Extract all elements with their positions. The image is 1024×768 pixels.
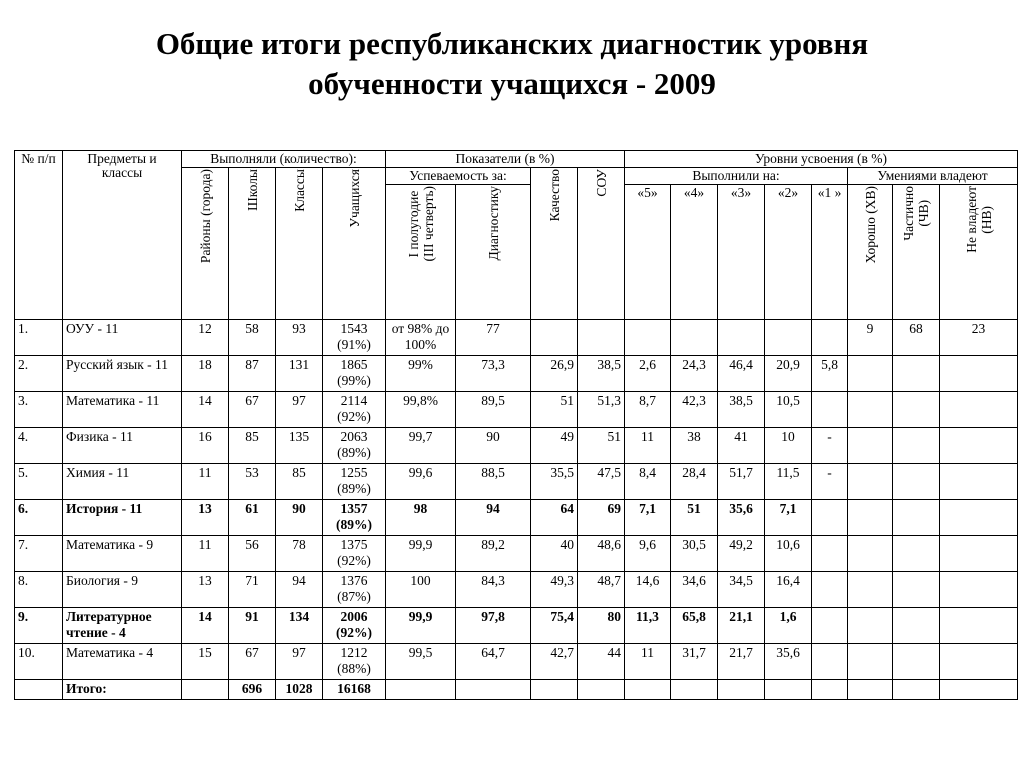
cell-g2: 10,6 bbox=[765, 536, 812, 572]
table-row bbox=[15, 320, 1018, 356]
cell-subject: Химия - 11 bbox=[63, 464, 182, 500]
header-half-year: I полугодие (III четверть) bbox=[386, 185, 456, 320]
cell-students: 1865 (99%) bbox=[323, 356, 386, 392]
cell-classes: 97 bbox=[276, 392, 323, 428]
cell-quality: 64 bbox=[531, 500, 578, 536]
header-good: Хорошо (ХВ) bbox=[848, 185, 893, 320]
cell-sou: 48,7 bbox=[578, 572, 625, 608]
cell-districts: 16 bbox=[182, 428, 229, 464]
header-districts: Районы (города) bbox=[182, 168, 229, 320]
cell-hv bbox=[848, 500, 893, 536]
cell-districts: 14 bbox=[182, 392, 229, 428]
cell-chv bbox=[893, 572, 940, 608]
cell-schools: 67 bbox=[229, 392, 276, 428]
cell-g4: 30,5 bbox=[671, 536, 718, 572]
cell-classes: 135 bbox=[276, 428, 323, 464]
header-skills: Умениями владеют bbox=[848, 168, 1018, 185]
total-empty bbox=[456, 680, 531, 700]
cell-quality: 49,3 bbox=[531, 572, 578, 608]
total-students: 16168 bbox=[323, 680, 386, 700]
header-completed-on: Выполнили на: bbox=[625, 168, 848, 185]
results-table bbox=[14, 150, 1018, 700]
cell-g4: 24,3 bbox=[671, 356, 718, 392]
cell-g3: 35,6 bbox=[718, 500, 765, 536]
cell-nv bbox=[940, 464, 1018, 500]
cell-g3: 21,1 bbox=[718, 608, 765, 644]
table-row bbox=[15, 392, 1018, 428]
cell-g4: 42,3 bbox=[671, 392, 718, 428]
cell-nv bbox=[940, 644, 1018, 680]
cell-sou: 38,5 bbox=[578, 356, 625, 392]
cell-no: 4. bbox=[15, 428, 63, 464]
cell-chv bbox=[893, 536, 940, 572]
cell-quality: 26,9 bbox=[531, 356, 578, 392]
cell-diag: 89,2 bbox=[456, 536, 531, 572]
total-empty bbox=[15, 680, 63, 700]
cell-schools: 87 bbox=[229, 356, 276, 392]
total-schools: 696 bbox=[229, 680, 276, 700]
header-students: Учащихся bbox=[323, 168, 386, 320]
cell-sou bbox=[578, 320, 625, 356]
cell-students: 1375 (92%) bbox=[323, 536, 386, 572]
cell-nv bbox=[940, 392, 1018, 428]
cell-hv bbox=[848, 464, 893, 500]
cell-no: 10. bbox=[15, 644, 63, 680]
cell-classes: 90 bbox=[276, 500, 323, 536]
cell-subject: Литературное чтение - 4 bbox=[63, 608, 182, 644]
cell-schools: 91 bbox=[229, 608, 276, 644]
cell-districts: 13 bbox=[182, 572, 229, 608]
cell-classes: 131 bbox=[276, 356, 323, 392]
cell-quality: 75,4 bbox=[531, 608, 578, 644]
cell-nv bbox=[940, 356, 1018, 392]
cell-districts: 18 bbox=[182, 356, 229, 392]
cell-sou: 47,5 bbox=[578, 464, 625, 500]
cell-hv bbox=[848, 644, 893, 680]
cell-classes: 85 bbox=[276, 464, 323, 500]
cell-districts: 14 bbox=[182, 608, 229, 644]
cell-sou: 51,3 bbox=[578, 392, 625, 428]
title-line-1: Общие итоги республиканских диагностик уровня bbox=[155, 26, 869, 61]
table-row bbox=[15, 572, 1018, 608]
cell-subject: Биология - 9 bbox=[63, 572, 182, 608]
header-quality: Качество bbox=[531, 168, 578, 320]
table-row bbox=[15, 536, 1018, 572]
cell-classes: 94 bbox=[276, 572, 323, 608]
cell-students: 1212 (88%) bbox=[323, 644, 386, 680]
cell-g3: 51,7 bbox=[718, 464, 765, 500]
title-line-2: обученности учащихся - 2009 bbox=[308, 66, 716, 101]
total-empty bbox=[578, 680, 625, 700]
cell-g1 bbox=[812, 500, 848, 536]
cell-g2: 7,1 bbox=[765, 500, 812, 536]
cell-g3: 34,5 bbox=[718, 572, 765, 608]
cell-no: 5. bbox=[15, 464, 63, 500]
cell-districts: 11 bbox=[182, 536, 229, 572]
cell-half: от 98% до 100% bbox=[386, 320, 456, 356]
cell-subject: Русский язык - 11 bbox=[63, 356, 182, 392]
cell-sou: 69 bbox=[578, 500, 625, 536]
cell-nv bbox=[940, 428, 1018, 464]
header-performed: Выполняли (количество): bbox=[182, 151, 386, 168]
cell-quality: 42,7 bbox=[531, 644, 578, 680]
cell-g4: 38 bbox=[671, 428, 718, 464]
cell-g2: 20,9 bbox=[765, 356, 812, 392]
cell-schools: 71 bbox=[229, 572, 276, 608]
cell-g2: 10 bbox=[765, 428, 812, 464]
header-levels: Уровни усвоения (в %) bbox=[625, 151, 1018, 168]
total-empty bbox=[531, 680, 578, 700]
cell-chv bbox=[893, 392, 940, 428]
cell-districts: 13 bbox=[182, 500, 229, 536]
cell-hv: 9 bbox=[848, 320, 893, 356]
cell-half: 99,7 bbox=[386, 428, 456, 464]
cell-no: 1. bbox=[15, 320, 63, 356]
cell-g5: 2,6 bbox=[625, 356, 671, 392]
total-empty bbox=[718, 680, 765, 700]
total-empty bbox=[625, 680, 671, 700]
cell-students: 2063 (89%) bbox=[323, 428, 386, 464]
header-diagnostics: Диагностику bbox=[456, 185, 531, 320]
cell-g1 bbox=[812, 608, 848, 644]
cell-diag: 90 bbox=[456, 428, 531, 464]
cell-g1 bbox=[812, 572, 848, 608]
cell-classes: 78 bbox=[276, 536, 323, 572]
header-grade-2: «2» bbox=[765, 185, 812, 320]
cell-nv bbox=[940, 572, 1018, 608]
cell-schools: 61 bbox=[229, 500, 276, 536]
cell-hv bbox=[848, 536, 893, 572]
header-none: Не владеют (НВ) bbox=[940, 185, 1018, 320]
cell-g2 bbox=[765, 320, 812, 356]
cell-g2: 35,6 bbox=[765, 644, 812, 680]
cell-g4: 31,7 bbox=[671, 644, 718, 680]
total-empty bbox=[940, 680, 1018, 700]
cell-g4: 51 bbox=[671, 500, 718, 536]
cell-sou: 80 bbox=[578, 608, 625, 644]
cell-nv: 23 bbox=[940, 320, 1018, 356]
cell-g5: 11 bbox=[625, 644, 671, 680]
cell-no: 3. bbox=[15, 392, 63, 428]
cell-quality: 35,5 bbox=[531, 464, 578, 500]
cell-chv bbox=[893, 500, 940, 536]
cell-g5: 7,1 bbox=[625, 500, 671, 536]
cell-districts: 12 bbox=[182, 320, 229, 356]
cell-g3: 49,2 bbox=[718, 536, 765, 572]
cell-g5: 9,6 bbox=[625, 536, 671, 572]
cell-g2: 16,4 bbox=[765, 572, 812, 608]
cell-students: 1376 (87%) bbox=[323, 572, 386, 608]
cell-subject: ОУУ - 11 bbox=[63, 320, 182, 356]
cell-g3: 41 bbox=[718, 428, 765, 464]
cell-g3: 38,5 bbox=[718, 392, 765, 428]
table-row bbox=[15, 428, 1018, 464]
header-classes: Классы bbox=[276, 168, 323, 320]
header-indicators: Показатели (в %) bbox=[386, 151, 625, 168]
cell-g1 bbox=[812, 392, 848, 428]
cell-classes: 93 bbox=[276, 320, 323, 356]
table-row bbox=[15, 356, 1018, 392]
cell-quality: 49 bbox=[531, 428, 578, 464]
cell-schools: 58 bbox=[229, 320, 276, 356]
table-row bbox=[15, 500, 1018, 536]
cell-nv bbox=[940, 500, 1018, 536]
header-number: № п/п bbox=[15, 151, 63, 320]
cell-students: 2114 (92%) bbox=[323, 392, 386, 428]
cell-no: 2. bbox=[15, 356, 63, 392]
total-empty bbox=[812, 680, 848, 700]
cell-diag: 73,3 bbox=[456, 356, 531, 392]
header-schools: Школы bbox=[229, 168, 276, 320]
cell-students: 1357 (89%) bbox=[323, 500, 386, 536]
cell-subject: Математика - 11 bbox=[63, 392, 182, 428]
total-label: Итого: bbox=[63, 680, 182, 700]
cell-nv bbox=[940, 536, 1018, 572]
cell-diag: 84,3 bbox=[456, 572, 531, 608]
cell-quality bbox=[531, 320, 578, 356]
cell-half: 99,6 bbox=[386, 464, 456, 500]
total-empty bbox=[386, 680, 456, 700]
cell-diag: 89,5 bbox=[456, 392, 531, 428]
cell-hv bbox=[848, 392, 893, 428]
cell-chv bbox=[893, 428, 940, 464]
cell-schools: 85 bbox=[229, 428, 276, 464]
cell-g5: 14,6 bbox=[625, 572, 671, 608]
header-grade-3: «3» bbox=[718, 185, 765, 320]
cell-g1: 5,8 bbox=[812, 356, 848, 392]
cell-chv bbox=[893, 644, 940, 680]
cell-quality: 40 bbox=[531, 536, 578, 572]
cell-g2: 1,6 bbox=[765, 608, 812, 644]
total-empty bbox=[893, 680, 940, 700]
cell-g2: 11,5 bbox=[765, 464, 812, 500]
cell-students: 2006 (92%) bbox=[323, 608, 386, 644]
cell-g1 bbox=[812, 536, 848, 572]
cell-chv bbox=[893, 356, 940, 392]
cell-g5: 8,7 bbox=[625, 392, 671, 428]
cell-no: 6. bbox=[15, 500, 63, 536]
cell-chv: 68 bbox=[893, 320, 940, 356]
cell-subject: История - 11 bbox=[63, 500, 182, 536]
table-row bbox=[15, 608, 1018, 644]
total-empty bbox=[848, 680, 893, 700]
cell-sou: 44 bbox=[578, 644, 625, 680]
cell-classes: 97 bbox=[276, 644, 323, 680]
total-classes: 1028 bbox=[276, 680, 323, 700]
cell-g1: - bbox=[812, 428, 848, 464]
cell-half: 99,8% bbox=[386, 392, 456, 428]
cell-no: 8. bbox=[15, 572, 63, 608]
cell-half: 98 bbox=[386, 500, 456, 536]
cell-diag: 94 bbox=[456, 500, 531, 536]
cell-chv bbox=[893, 608, 940, 644]
total-empty bbox=[671, 680, 718, 700]
cell-districts: 11 bbox=[182, 464, 229, 500]
cell-g1 bbox=[812, 320, 848, 356]
cell-g3 bbox=[718, 320, 765, 356]
cell-no: 7. bbox=[15, 536, 63, 572]
cell-g1: - bbox=[812, 464, 848, 500]
cell-subject: Физика - 11 bbox=[63, 428, 182, 464]
cell-half: 99,9 bbox=[386, 608, 456, 644]
cell-diag: 64,7 bbox=[456, 644, 531, 680]
cell-g3: 21,7 bbox=[718, 644, 765, 680]
cell-g5: 11,3 bbox=[625, 608, 671, 644]
table-row bbox=[15, 644, 1018, 680]
cell-subject: Математика - 9 bbox=[63, 536, 182, 572]
cell-sou: 48,6 bbox=[578, 536, 625, 572]
cell-subject: Математика - 4 bbox=[63, 644, 182, 680]
cell-sou: 51 bbox=[578, 428, 625, 464]
cell-g4: 34,6 bbox=[671, 572, 718, 608]
cell-diag: 88,5 bbox=[456, 464, 531, 500]
header-progress-for: Успеваемость за: bbox=[386, 168, 531, 185]
cell-g5: 11 bbox=[625, 428, 671, 464]
cell-districts: 15 bbox=[182, 644, 229, 680]
header-grade-5: «5» bbox=[625, 185, 671, 320]
header-grade-1: «1 » bbox=[812, 185, 848, 320]
header-partial: Частично (ЧВ) bbox=[893, 185, 940, 320]
cell-g4: 28,4 bbox=[671, 464, 718, 500]
total-empty bbox=[182, 680, 229, 700]
cell-g5: 8,4 bbox=[625, 464, 671, 500]
cell-g2: 10,5 bbox=[765, 392, 812, 428]
header-grade-4: «4» bbox=[671, 185, 718, 320]
cell-students: 1543 (91%) bbox=[323, 320, 386, 356]
cell-half: 99% bbox=[386, 356, 456, 392]
cell-classes: 134 bbox=[276, 608, 323, 644]
cell-diag: 97,8 bbox=[456, 608, 531, 644]
header-subjects: Предметы и классы bbox=[63, 151, 182, 320]
cell-g4: 65,8 bbox=[671, 608, 718, 644]
cell-diag: 77 bbox=[456, 320, 531, 356]
cell-g1 bbox=[812, 644, 848, 680]
cell-schools: 56 bbox=[229, 536, 276, 572]
table-row bbox=[15, 464, 1018, 500]
cell-hv bbox=[848, 572, 893, 608]
cell-schools: 53 bbox=[229, 464, 276, 500]
total-row bbox=[15, 680, 1018, 700]
cell-g3: 46,4 bbox=[718, 356, 765, 392]
cell-g5 bbox=[625, 320, 671, 356]
cell-hv bbox=[848, 428, 893, 464]
cell-students: 1255 (89%) bbox=[323, 464, 386, 500]
cell-half: 99,9 bbox=[386, 536, 456, 572]
cell-hv bbox=[848, 356, 893, 392]
cell-schools: 67 bbox=[229, 644, 276, 680]
cell-quality: 51 bbox=[531, 392, 578, 428]
cell-half: 100 bbox=[386, 572, 456, 608]
cell-no: 9. bbox=[15, 608, 63, 644]
cell-half: 99,5 bbox=[386, 644, 456, 680]
cell-hv bbox=[848, 608, 893, 644]
total-empty bbox=[765, 680, 812, 700]
cell-nv bbox=[940, 608, 1018, 644]
cell-g4 bbox=[671, 320, 718, 356]
page-title bbox=[0, 24, 1024, 104]
header-sou: СОУ bbox=[578, 168, 625, 320]
cell-chv bbox=[893, 464, 940, 500]
